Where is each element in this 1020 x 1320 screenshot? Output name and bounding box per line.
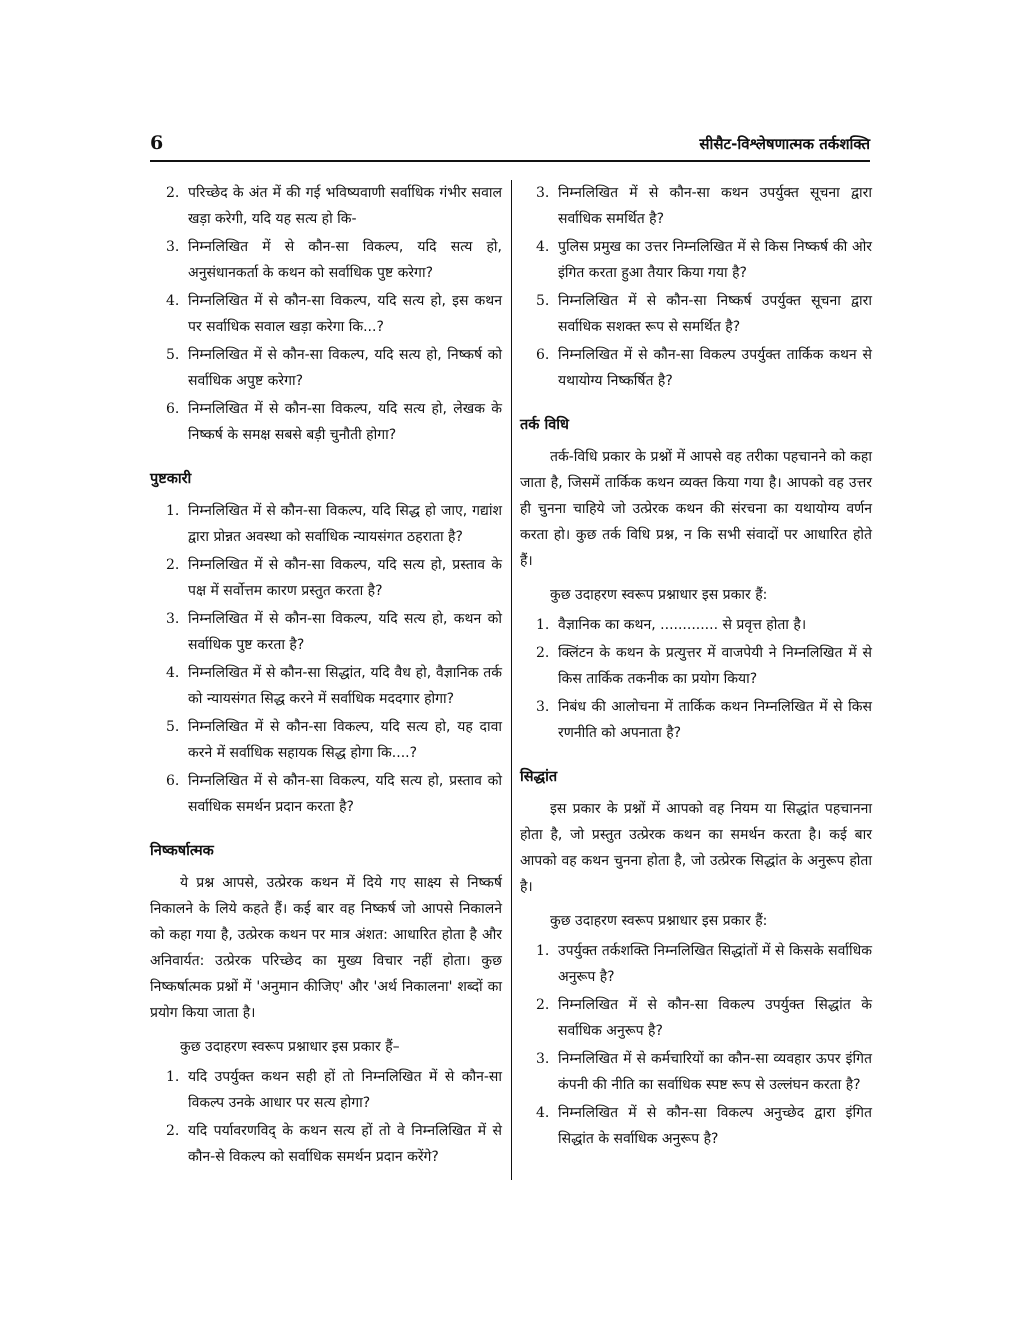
item-number: 6. bbox=[166, 773, 180, 789]
item-text: निम्नलिखित में से कौन-सा विकल्प, यदि सत्य हो, प्रस्ताव को सर्वाधिक समर्थन प्रदान करता है? bbox=[188, 773, 502, 815]
item-number: 2. bbox=[166, 1123, 180, 1139]
item-text: निम्नलिखित में से कौन-सा विकल्प, यदि सत्य हो, लेखक के निष्कर्ष के समक्ष सबसे बड़ी चुनौती होगा? bbox=[188, 401, 502, 443]
question-list bbox=[520, 938, 872, 1152]
list-item bbox=[150, 342, 502, 394]
list-item bbox=[520, 694, 872, 746]
item-text: निम्नलिखित में से कौन-सा विकल्प उपर्युक्त तार्किक कथन से यथायोग्य निष्कर्षित है? bbox=[558, 347, 872, 389]
list-item bbox=[150, 1064, 502, 1116]
item-text: निम्नलिखित में से कौन-सा विकल्प, यदि सत्य हो, कथन को सर्वाधिक पुष्ट करता है? bbox=[188, 611, 502, 653]
item-text: निम्नलिखित में से कौन-सा निष्कर्ष उपर्युक्त सूचना द्वारा सर्वाधिक सशक्त रूप से समर्थित है? bbox=[558, 293, 872, 335]
right-column bbox=[520, 180, 872, 1154]
item-text: वैज्ञानिक का कथन, ............. से प्रवृत्त होता है। bbox=[558, 617, 807, 633]
page-number: 6 bbox=[150, 132, 164, 154]
item-number: 3. bbox=[536, 699, 550, 715]
item-text: निम्नलिखित में से कौन-सा सिद्धांत, यदि वैध हो, वैज्ञानिक तर्क को न्यायसंगत सिद्ध करने में सर्वाधिक मददगार होगा? bbox=[188, 665, 502, 707]
page-header bbox=[150, 130, 870, 162]
item-text: निम्नलिखित में से कौन-सा विकल्प, यदि सत्य हो, यह दावा करने में सर्वाधिक सहायक सिद्ध होगा कि....? bbox=[188, 719, 502, 761]
item-text: पुलिस प्रमुख का उत्तर निम्नलिखित में से किस निष्कर्ष की ओर इंगित करता हुआ तैयार किया गया है? bbox=[558, 239, 872, 281]
item-number: 2. bbox=[166, 185, 180, 201]
list-item bbox=[150, 768, 502, 820]
section-paragraph: इस प्रकार के प्रश्नों में आपको वह नियम या सिद्धांत पहचानना होता है, जो प्रस्तुत उत्प्रेरक कथन का समर्थन करता है। कई बार आपको वह कथन चुनना होता है, जो उत्प्रेरक सिद्धांत के अनुरूप होता है। bbox=[520, 801, 872, 895]
examples-intro: कुछ उदाहरण स्वरूप प्रश्नाधार इस प्रकार हैं: bbox=[550, 587, 768, 603]
item-number: 3. bbox=[536, 185, 550, 201]
item-number: 1. bbox=[536, 943, 550, 959]
list-item bbox=[520, 1100, 872, 1152]
list-item bbox=[520, 342, 872, 394]
item-text: निम्नलिखित में से कौन-सा विकल्प, यदि सत्य हो, प्रस्ताव के पक्ष में सर्वोत्तम कारण प्रस्तुत करता है? bbox=[188, 557, 502, 599]
item-number: 5. bbox=[166, 719, 180, 735]
item-text: परिच्छेद के अंत में की गई भविष्यवाणी सर्वाधिक गंभीर सवाल खड़ा करेगी, यदि यह सत्य हो कि- bbox=[188, 185, 502, 227]
question-list bbox=[150, 498, 502, 820]
item-text: निम्नलिखित में से कौन-सा विकल्प, यदि सत्य हो, निष्कर्ष को सर्वाधिक अपुष्ट करेगा? bbox=[188, 347, 502, 389]
section-heading: निष्कर्षात्मक bbox=[150, 843, 214, 859]
item-number: 3. bbox=[166, 611, 180, 627]
list-item bbox=[520, 180, 872, 232]
left-column bbox=[150, 180, 502, 1172]
section-heading: तर्क विधि bbox=[520, 417, 569, 433]
item-number: 3. bbox=[166, 239, 180, 255]
running-title: सीसैट-विश्लेषणात्मक तर्कशक्ति bbox=[699, 135, 870, 153]
list-item bbox=[520, 612, 872, 638]
question-list bbox=[520, 180, 872, 394]
item-text: निम्नलिखित में से कौन-सा विकल्प, यदि सिद्ध हो जाए, गद्यांश द्वारा प्रोन्नत अवस्था को सर्वाधिक न्यायसंगत ठहराता है? bbox=[188, 503, 502, 545]
section-paragraph: ये प्रश्न आपसे, उत्प्रेरक कथन में दिये गए साक्ष्य से निष्कर्ष निकालने के लिये कहते हैं। कई बार वह निष्कर्ष जो आपसे निकालने को कहा गया है, उत्प्रेरक कथन पर मात्र अंशत: आधारित होता है और अनिवार्यत: उत्प्रेरक परिच्छेद का मुख्य विचार नहीं होता। कुछ निष्कर्षात्मक प्रश्नों में 'अनुमान कीजिए' और 'अर्थ निकालना' शब्दों का प्रयोग किया जाता है। bbox=[150, 875, 502, 1021]
item-text: निबंध की आलोचना में तार्किक कथन निम्नलिखित में से किस रणनीति को अपनाता है? bbox=[558, 699, 872, 741]
list-item bbox=[520, 992, 872, 1044]
item-number: 2. bbox=[166, 557, 180, 573]
list-item bbox=[150, 606, 502, 658]
column-divider bbox=[511, 180, 512, 1180]
item-number: 6. bbox=[536, 347, 550, 363]
item-number: 2. bbox=[536, 997, 550, 1013]
item-number: 2. bbox=[536, 645, 550, 661]
list-item bbox=[150, 288, 502, 340]
item-number: 6. bbox=[166, 401, 180, 417]
item-number: 1. bbox=[536, 617, 550, 633]
item-number: 5. bbox=[536, 293, 550, 309]
item-text: निम्नलिखित में से कर्मचारियों का कौन-सा व्यवहार ऊपर इंगित कंपनी की नीति का सर्वाधिक स्पष्ट रूप से उल्लंघन करता है? bbox=[558, 1051, 872, 1093]
item-number: 4. bbox=[166, 293, 180, 309]
list-item bbox=[520, 288, 872, 340]
item-number: 5. bbox=[166, 347, 180, 363]
item-number: 3. bbox=[536, 1051, 550, 1067]
item-text: निम्नलिखित में से कौन-सा विकल्प अनुच्छेद द्वारा इंगित सिद्धांत के सर्वाधिक अनुरूप है? bbox=[558, 1105, 872, 1147]
item-text: क्लिंटन के कथन के प्रत्युत्तर में वाजपेयी ने निम्नलिखित में से किस तार्किक तकनीक का प्रयोग किया? bbox=[558, 645, 872, 687]
item-number: 1. bbox=[166, 1069, 180, 1085]
item-number: 4. bbox=[166, 665, 180, 681]
list-item bbox=[150, 1118, 502, 1170]
question-list bbox=[150, 1064, 502, 1170]
list-item bbox=[520, 938, 872, 990]
question-list bbox=[150, 180, 502, 448]
section-heading: पुष्टकारी bbox=[150, 471, 192, 487]
section-heading: सिद्धांत bbox=[520, 769, 558, 785]
question-list bbox=[520, 612, 872, 746]
item-text: निम्नलिखित में से कौन-सा विकल्प, यदि सत्य हो, इस कथन पर सर्वाधिक सवाल खड़ा करेगा कि...? bbox=[188, 293, 502, 335]
item-number: 1. bbox=[166, 503, 180, 519]
examples-intro: कुछ उदाहरण स्वरूप प्रश्नाधार इस प्रकार हैं– bbox=[180, 1039, 400, 1055]
item-text: निम्नलिखित में से कौन-सा कथन उपर्युक्त सूचना द्वारा सर्वाधिक समर्थित है? bbox=[558, 185, 872, 227]
list-item bbox=[150, 660, 502, 712]
list-item bbox=[520, 1046, 872, 1098]
list-item bbox=[150, 234, 502, 286]
list-item bbox=[520, 234, 872, 286]
item-text: निम्नलिखित में से कौन-सा विकल्प उपर्युक्त सिद्धांत के सर्वाधिक अनुरूप है? bbox=[558, 997, 872, 1039]
examples-intro: कुछ उदाहरण स्वरूप प्रश्नाधार इस प्रकार हैं: bbox=[550, 913, 768, 929]
item-number: 4. bbox=[536, 1105, 550, 1121]
item-text: उपर्युक्त तर्कशक्ति निम्नलिखित सिद्धांतों में से किसके सर्वाधिक अनुरूप है? bbox=[558, 943, 872, 985]
item-text: यदि उपर्युक्त कथन सही हों तो निम्नलिखित में से कौन-सा विकल्प उनके आधार पर सत्य होगा? bbox=[188, 1069, 502, 1111]
item-text: निम्नलिखित में से कौन-सा विकल्प, यदि सत्य हो, अनुसंधानकर्ता के कथन को सर्वाधिक पुष्ट करेगा? bbox=[188, 239, 502, 281]
list-item bbox=[150, 498, 502, 550]
list-item bbox=[150, 396, 502, 448]
list-item bbox=[150, 180, 502, 232]
section-paragraph: तर्क-विधि प्रकार के प्रश्नों में आपसे वह तरीका पहचानने को कहा जाता है, जिसमें तार्किक कथन व्यक्त किया गया है। आपको वह उत्तर ही चुनना चाहिये जो उत्प्रेरक कथन की संरचना का यथायोग्य वर्णन करता हो। कुछ तर्क विधि प्रश्न, न कि सभी संवादों पर आधारित होते हैं। bbox=[520, 449, 872, 569]
list-item bbox=[150, 552, 502, 604]
list-item bbox=[520, 640, 872, 692]
list-item bbox=[150, 714, 502, 766]
item-text: यदि पर्यावरणविद् के कथन सत्य हों तो वे निम्नलिखित में से कौन-से विकल्प को सर्वाधिक समर्थन प्रदान करेंगे? bbox=[188, 1123, 502, 1165]
item-number: 4. bbox=[536, 239, 550, 255]
